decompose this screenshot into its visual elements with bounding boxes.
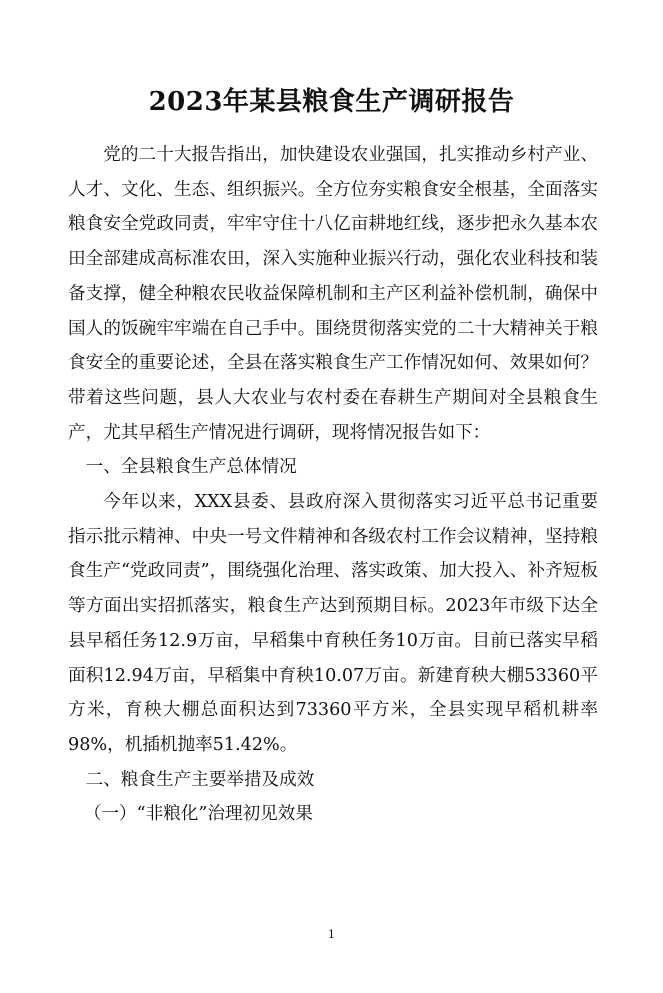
document-body	[68, 138, 598, 832]
section-heading-1: 一、全县粮食生产总体情况	[85, 457, 297, 478]
page-title: 2023年某县粮食生产调研报告	[148, 87, 515, 117]
subsection-heading-1: （一）“非粮化”治理初见效果	[83, 804, 313, 825]
page-number: 1	[328, 928, 335, 941]
intro-paragraph: 党的二十大报告指出，加快建设农业强国，扎实推动乡村产业、人才、文化、生态、组织振兴。全方位夯实粮食安全根基，全面落实粮食安全党政同责，牢牢守住十八亿亩耕地红线，逐步把永久基本农田全部建成高标准农田，深入实施种业振兴行动，强化农业科技和装备支撑，健全种粮农民收益保障机制和主产区利益补偿机制，确保中国人的饭碗牢牢端在自己手中。围绕贯彻落实党的二十大精神关于粮食安全的重要论述，全县在落实粮食生产工作情况如何、效果如何？带着这些问题，县人大农业与农村委在春耕生产期间对全县粮食生产，尤其早稻生产情况进行调研，现将情况报告如下：	[68, 145, 598, 443]
overview-paragraph: 今年以来，XXX县委、县政府深入贯彻落实习近平总书记重要指示批示精神、中央一号文件精神和各级农村工作会议精神，坚持粮食生产“党政同责”，围绕强化治理、落实政策、加大投入、补齐短板等方面出实招抓落实，粮食生产达到预期目标。2023年市级下达全县早稻任务12.9万亩，早稻集中育秧任务10万亩。目前已落实早稻面积12.94万亩，早稻集中育秧10.07万亩。新建育秧大棚53360平方米，育秧大棚总面积达到73360平方米，全县实现早稻机耕率98%，机插机抛率51.42%。	[68, 492, 598, 755]
section-heading-2: 二、粮食生产主要举措及成效	[85, 769, 315, 790]
